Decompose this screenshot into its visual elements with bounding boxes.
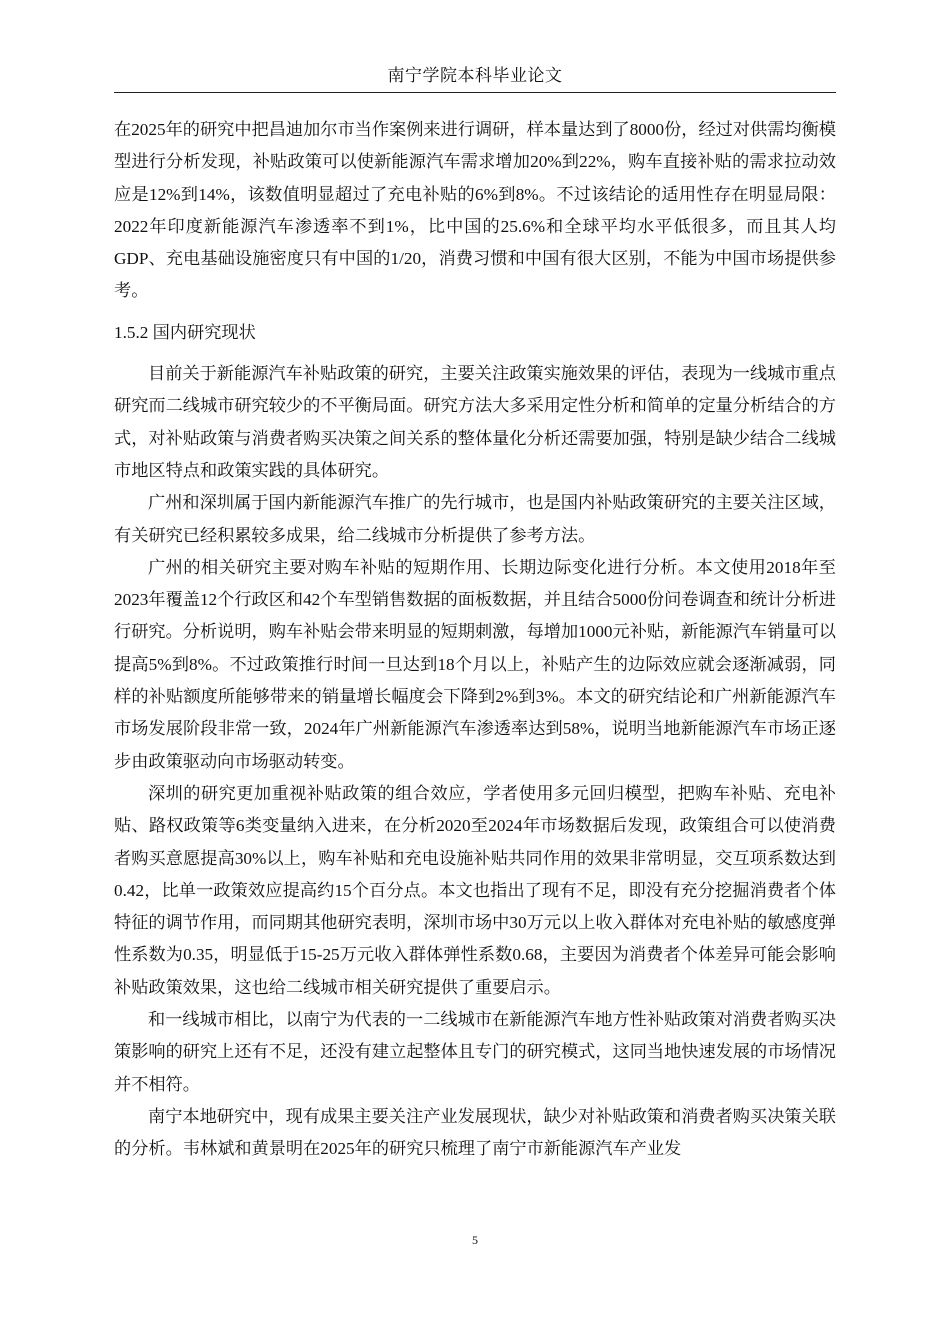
running-header: 南宁学院本科毕业论文 [387,66,563,85]
header-rule [114,92,836,93]
body-paragraph: 深圳的研究更加重视补贴政策的组合效应，学者使用多元回归模型，把购车补贴、充电补贴、路权政策等6类变量纳入进来，在分析2020至2024年市场数据后发现，政策组合可以使消费者购买意愿提高30%以上，购车补贴和充电设施补贴共同作用的效果非常明显，交互项系数达到0.42，比单一政策效应提高约15个百分点。本文也指出了现有不足，即没有充分挖掘消费者个体特征的调节作用，而同期其他研究表明，深圳市场中30万元以上收入群体对充电补贴的敏感度弹性系数为0.35，明显低于15-25万元收入群体弹性系数0.68，主要因为消费者个体差异可能会影响补贴政策效果，这也给二线城市相关研究提供了重要启示。 [114,783,836,997]
body-paragraph: 广州和深圳属于国内新能源汽车推广的先行城市，也是国内补贴政策研究的主要关注区域，有关研究已经积累较多成果，给二线城市分析提供了参考方法。 [114,493,836,545]
page-number: 5 [472,1233,478,1247]
body-paragraph: 南宁本地研究中，现有成果主要关注产业发展现状，缺少对补贴政策和消费者购买决策关联的分析。韦林斌和黄景明在2025年的研究只梳理了南宁市新能源汽车产业发 [114,1106,836,1159]
body-paragraph: 广州的相关研究主要对购车补贴的短期作用、长期边际变化进行分析。本文使用2018年至2023年覆盖12个行政区和42个车型销售数据的面板数据，并且结合5000份问卷调查和统计分析进行研究。分析说明，购车补贴会带来明显的短期刺激，每增加1000元补贴，新能源汽车销量可以提高5%到8%。不过政策推行时间一旦达到18个月以上，补贴产生的边际效应就会逐渐减弱，同样的补贴额度所能够带来的销量增长幅度会下降到2%到3%。本文的研究结论和广州新能源汽车市场发展阶段非常一致，2024年广州新能源汽车渗透率达到58%，说明当地新能源汽车市场正逐步由政策驱动向市场驱动转变。 [114,557,836,771]
body-paragraph: 目前关于新能源汽车补贴政策的研究，主要关注政策实施效果的评估，表现为一线城市重点研究而二线城市研究较少的不平衡局面。研究方法大多采用定性分析和简单的定量分析结合的方式，对补贴政策与消费者购买决策之间关系的整体量化分析还需要加强，特别是缺少结合二线城市地区特点和政策实践的具体研究。 [114,364,836,480]
body-text [114,114,836,1166]
body-paragraph: 和一线城市相比，以南宁为代表的一二线城市在新能源汽车地方性补贴政策对消费者购买决策影响的研究上还有不足，还没有建立起整体且专门的研究模式，这同当地快速发展的市场情况并不相符。 [114,1010,836,1094]
section-heading: 1.5.2 国内研究现状 [114,322,256,342]
continued-paragraph: 在2025年的研究中把昌迪加尔市当作案例来进行调研，样本量达到了8000份，经过对供需均衡模型进行分析发现，补贴政策可以使新能源汽车需求增加20%到22%，购车直接补贴的需求拉动效应是12%到14%，该数值明显超过了充电补贴的6%到8%。不过该结论的适用性存在明显局限：2022年印度新能源汽车渗透率不到1%，比中国的25.6%和全球平均水平低很多，而且其人均GDP、充电基础设施密度只有中国的1/20，消费习惯和中国有很大区别，不能为中国市场提供参考。 [114,120,836,301]
